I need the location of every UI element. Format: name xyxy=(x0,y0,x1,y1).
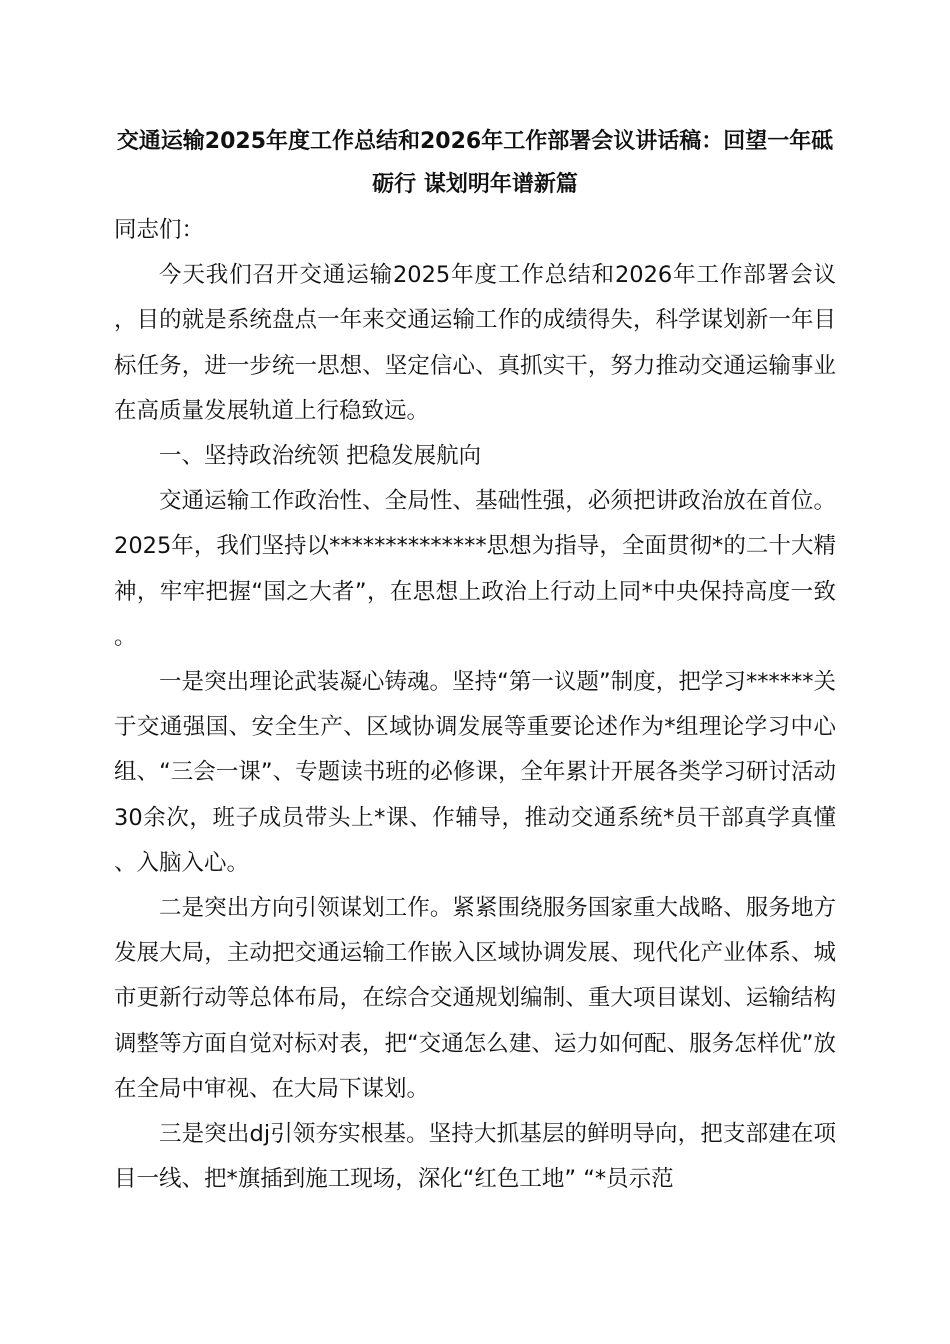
paragraph-point-two: 二是突出方向引领谋划工作。紧紧围绕服务国家重大战略、服务地方发展大局，主动把交通运输工作嵌入区域协调发展、现代化产业体系、城市更新行动等总体布局，在综合交通规划编制、重大项目谋划、运输结构调整等方面自觉对标对表，把“交通怎么建、运力如何配、服务怎样优”放在全局中审视、在大局下谋划。 xyxy=(114,895,836,1102)
document-title: 交通运输2025年度工作总结和2026年工作部署会议讲话稿：回望一年砥砺行 谋划明年谱新篇 xyxy=(116,129,834,197)
paragraph-intro: 今天我们召开交通运输2025年度工作总结和2026年工作部署会议，目的就是系统盘点一年来交通运输工作的成绩得失，科学谋划新一年目标任务，进一步统一思想、坚定信心、真抓实干，努力推动交通运输事业在高质量发展轨道上行稳致远。 xyxy=(114,262,836,424)
paragraph-political: 交通运输工作政治性、全局性、基础性强，必须把讲政治放在首位。2025年，我们坚持以**************思想为指导，全面贯彻*的二十大精神，牢牢把握“国之大者”，在思想上政治上行动上同*中央保持高度一致。 xyxy=(114,488,836,650)
paragraph-point-three: 三是突出dj引领夯实根基。坚持大抓基层的鲜明导向，把支部建在项目一线、把*旗插到施工现场，深化“红色工地” “*员示范 xyxy=(114,1121,836,1193)
salutation: 同志们： xyxy=(114,217,205,243)
document-body xyxy=(114,208,836,1202)
section-heading: 一、坚持政治统领 把稳发展航向 xyxy=(159,443,482,470)
paragraph-point-one: 一是突出理论武装凝心铸魂。坚持“第一议题”制度，把学习******关于交通强国、安全生产、区域协调发展等重要论述作为*组理论学习中心组、“三会一课”、专题读书班的必修课，全年累计开展各类学习研讨活动30余次，班子成员带头上*课、作辅导，推动交通系统*员干部真学真懂、入脑入心。 xyxy=(114,669,836,876)
